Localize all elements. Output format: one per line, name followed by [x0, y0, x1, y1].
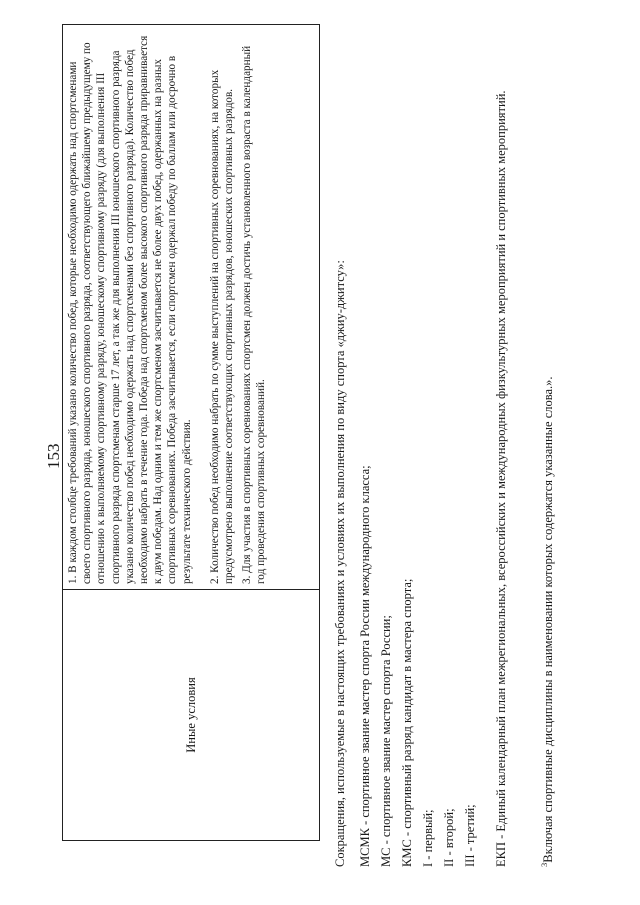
requirements-table — [62, 24, 320, 841]
abbreviation-item: I - первый; — [421, 809, 435, 867]
abbreviation-item: МСМК - спортивное звание мастер спорта России международного класса; — [358, 465, 372, 867]
footnote-mark: 3 — [539, 862, 549, 867]
table-note: 2. Количество побед необходимо набрать по сумме выступлений на спортивных соревнованиях, на которых предусмотрено выполнение соответствующих спортивных разрядов, юношеских спортивных разрядов. — [208, 69, 236, 584]
footnote — [534, 22, 559, 867]
abbreviations-section — [330, 22, 559, 867]
table-note: 1. В каждом столбце требований указано количество побед, которые необходимо одержать над спортсменами своего спортивного разряда, юношеского спортивного разряда, соответствующего ближайшему предыдущему по отношению к выполняемому спортивному разряду, юношескому спортивному разряду (для выполнения III спортивного разряда спортсменам старше 17 лет, а так же для выполнения III юношеского спортивного разряда указано количество побед необходимо одержать над спортсменами без спортивного разряда). Количество побед необходимо набрать в течение года. Победа над спортсменом более высокого спортивного разряда приравнивается к двум победам. Над одним и тем же спортсменом засчитывается не более двух побед, одержанных на разных спортивных соревнованиях. Победа засчитывается, если спортсмен одержал победу по баллам или досрочно в результате технического действия. — [67, 35, 193, 584]
table-note: 3. Для участия в спортивных соревнованиях спортсмен должен достичь установленного возраста в календарный год проведения спортивных соревнований. — [241, 45, 268, 584]
abbreviation-item: III - третий; — [463, 804, 477, 867]
table-row-label: Иные условия — [63, 589, 319, 840]
ekp-definition: ЕКП - Единый календарный план межрегиональных, всероссийских и международных физкультурных мероприятий и спортивных мероприятий. — [494, 90, 508, 867]
abbreviation-item: КМС - спортивный разряд кандидат в мастера спорта; — [400, 578, 414, 867]
footnote-text: Включая спортивные дисциплины в наименовании которых содержатся указанные слова.». — [541, 376, 556, 863]
page-number: 153 — [44, 443, 63, 469]
abbreviations-title: Сокращения, используемые в настоящих требованиях и условиях их выполнения по виду спорта «джиу-джитсу»: — [333, 260, 347, 867]
abbreviation-item: МС - спортивное звание мастер спорта России; — [379, 615, 393, 867]
table-notes-cell — [63, 25, 319, 589]
abbreviation-item: II - второй; — [442, 808, 456, 867]
